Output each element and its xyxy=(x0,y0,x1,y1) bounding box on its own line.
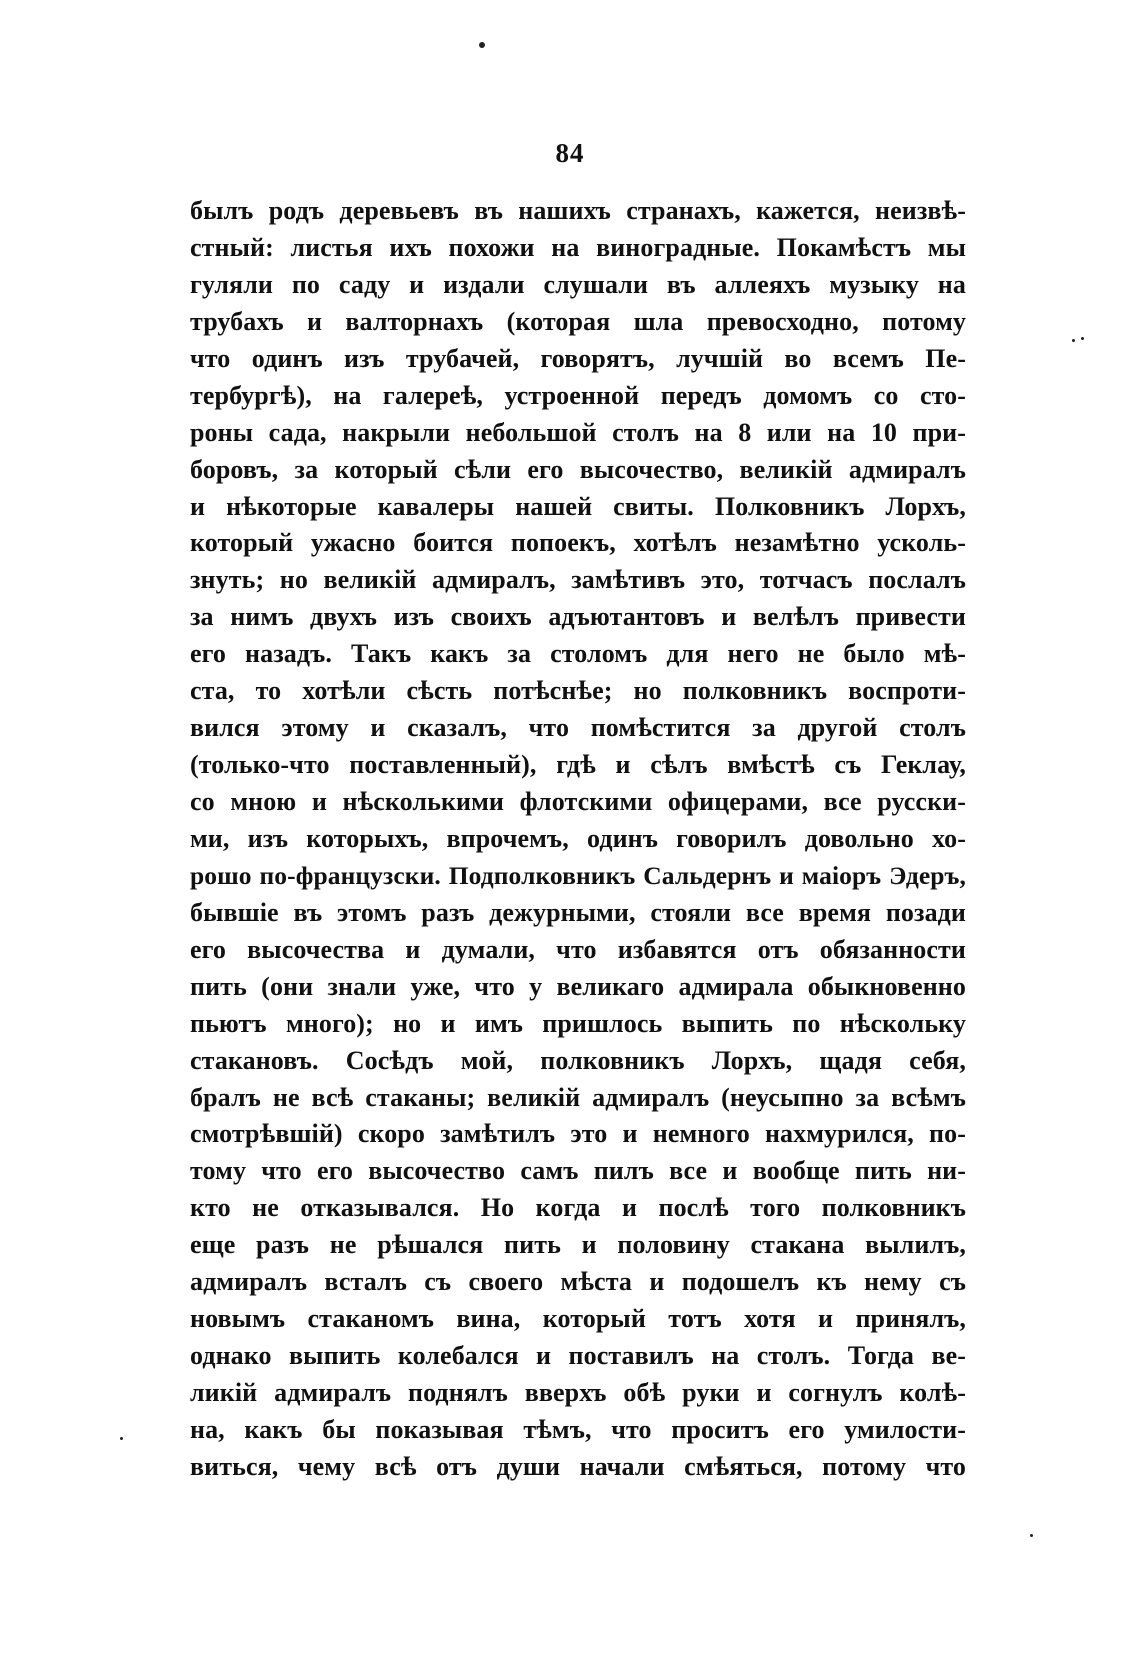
scan-speck xyxy=(120,1437,123,1440)
text-line: за нимъ двухъ изъ своихъ адъютантовъ и велѣлъ привести xyxy=(190,602,966,632)
text-line: бралъ не всѣ стаканы; великій адмиралъ (неусыпно за всѣмъ xyxy=(190,1082,966,1112)
text-line: однако выпить колебался и поставилъ на столъ. Тогда ве- xyxy=(190,1341,966,1371)
text-line: адмиралъ всталъ съ своего мѣста и подошелъ къ нему съ xyxy=(190,1267,966,1297)
text-line: его назадъ. Такъ какъ за столомъ для него не было мѣ- xyxy=(190,639,966,669)
text-line: кто не отказывался. Но когда и послѣ того полковникъ xyxy=(190,1193,966,1223)
text-line: былъ родъ деревьевъ въ нашихъ странахъ, кажется, неизвѣ- xyxy=(190,196,966,225)
text-line: трубахъ и валторнахъ (которая шла превосходно, потому xyxy=(190,306,966,336)
text-line: пить (они знали уже, что у великаго адмирала обыкновенно xyxy=(190,971,966,1001)
text-line: боровъ, за который сѣли его высочество, великій адмиралъ xyxy=(190,454,966,484)
text-line: бывшіе въ этомъ разъ дежурными, стояли все время позади xyxy=(190,897,966,927)
text-line: ми, изъ которыхъ, впрочемъ, одинъ говорилъ довольно хо- xyxy=(190,823,966,853)
text-line: (только-что поставленный), гдѣ и сѣлъ вмѣстѣ съ Геклау, xyxy=(190,750,966,780)
text-line: знуть; но великій адмиралъ, замѣтивъ это, тотчасъ послалъ xyxy=(190,565,966,595)
text-line: со мною и нѣсколькими флотскими офицерами, все русски- xyxy=(190,787,966,816)
page-number: 84 xyxy=(555,138,585,168)
text-line: ликій адмиралъ поднялъ вверхъ обѣ руки и согнулъ колѣ- xyxy=(190,1378,966,1407)
text-line: рошо по-французски. Подполковникъ Сальдернъ и маіоръ Эдеръ, xyxy=(190,860,966,890)
text-line: тербургѣ), на галереѣ, устроенной передъ домомъ со сто- xyxy=(190,380,966,410)
text-line: на, какъ бы показывая тѣмъ, что проситъ его умилости- xyxy=(190,1414,966,1444)
scan-speck xyxy=(479,42,485,48)
text-line: что одинъ изъ трубачей, говорятъ, лучшій во всемъ Пе- xyxy=(190,343,966,373)
text-line: стакановъ. Сосѣдъ мой, полковникъ Лорхъ, щадя себя, xyxy=(190,1045,966,1075)
text-line: новымъ стаканомъ вина, который тотъ хотя и принялъ, xyxy=(190,1304,966,1334)
text-line: его высочества и думали, что избавятся отъ обязанности xyxy=(190,934,966,964)
body-text xyxy=(190,193,966,1486)
text-line: стный: листья ихъ похожи на виноградные. Покамѣстъ мы xyxy=(190,232,966,262)
text-line: роны сада, накрыли небольшой столъ на 8 или на 10 при- xyxy=(190,417,966,447)
scan-speck xyxy=(1072,339,1075,342)
scan-speck xyxy=(1030,1534,1033,1537)
text-line: который ужасно боится попоекъ, хотѣлъ незамѣтно усколь- xyxy=(190,528,966,558)
text-line: тому что его высочество самъ пилъ все и вообще пить ни- xyxy=(190,1156,966,1186)
text-line: пьютъ много); но и имъ пришлось выпить по нѣскольку xyxy=(190,1008,966,1038)
text-line: и нѣкоторые кавалеры нашей свиты. Полковникъ Лорхъ, xyxy=(190,491,966,521)
text-line: виться, чему всѣ отъ души начали смѣяться, потому что xyxy=(190,1451,966,1481)
text-line: вился этому и сказалъ, что помѣстится за другой столъ xyxy=(190,713,966,743)
text-line: гуляли по саду и издали слушали въ аллеяхъ музыку на xyxy=(190,269,966,299)
text-line: еще разъ не рѣшался пить и половину стакана вылилъ, xyxy=(190,1230,966,1260)
text-line: смотрѣвшій) скоро замѣтилъ это и немного нахмурился, по- xyxy=(190,1119,966,1149)
text-line: ста, то хотѣли сѣсть потѣснѣе; но полковникъ воспроти- xyxy=(190,676,966,706)
scan-speck xyxy=(1081,337,1084,340)
